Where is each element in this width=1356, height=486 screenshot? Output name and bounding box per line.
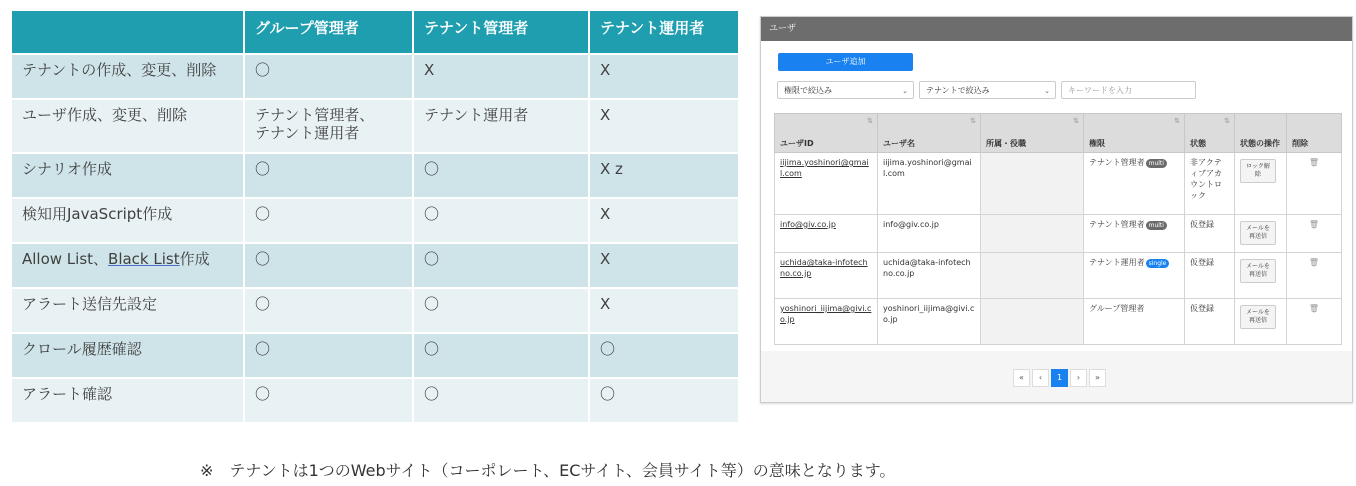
sort-icon[interactable]: ⇅ bbox=[1073, 117, 1079, 125]
role-cell: グループ管理者 bbox=[1084, 299, 1185, 345]
col-role[interactable]: ⇅ 権限 bbox=[1084, 114, 1185, 153]
user-id-cell bbox=[775, 299, 878, 345]
delete-cell bbox=[1287, 299, 1342, 345]
col-status-action: 状態の操作 bbox=[1235, 114, 1287, 153]
permission-cell: 〇 bbox=[413, 153, 589, 198]
label-part: 作成 bbox=[179, 250, 210, 268]
permission-label: アラート確認 bbox=[12, 378, 244, 422]
resend-mail-button[interactable]: メールを再送信 bbox=[1240, 221, 1276, 245]
user-id-link[interactable]: iijima.yoshinori@gmail.com bbox=[780, 158, 869, 178]
department-cell bbox=[981, 299, 1084, 345]
status-cell: 非アクティブアカウントロック bbox=[1185, 153, 1235, 215]
label-part: Allow List、 bbox=[22, 250, 109, 268]
table-row bbox=[775, 299, 1342, 345]
permission-cell: 〇 bbox=[244, 243, 413, 288]
permission-cell: 〇 bbox=[589, 378, 739, 422]
table-row bbox=[775, 215, 1342, 253]
permission-cell: 〇 bbox=[413, 378, 589, 422]
add-user-button[interactable]: ユーザ追加 bbox=[778, 53, 913, 71]
permission-cell: 〇 bbox=[413, 198, 589, 243]
permission-label: シナリオ作成 bbox=[12, 153, 244, 198]
permission-label: クロール履歴確認 bbox=[12, 333, 244, 378]
chevron-down-icon: ⌄ bbox=[1044, 87, 1050, 95]
role-cell: テナント管理者 multi bbox=[1084, 215, 1185, 253]
user-id-cell bbox=[775, 215, 878, 253]
permission-label: 検知用JavaScript作成 bbox=[12, 198, 244, 243]
user-name-cell: yoshinori_iijima@givi.co.jp bbox=[878, 299, 981, 345]
role-cell: テナント管理者 multi bbox=[1084, 153, 1185, 215]
permission-label: テナントの作成、変更、削除 bbox=[12, 54, 244, 99]
permission-cell: テナント運用者 bbox=[413, 99, 589, 153]
sort-icon[interactable]: ⇅ bbox=[1174, 117, 1180, 125]
permission-cell: X z bbox=[589, 153, 739, 198]
role-badge: single bbox=[1146, 259, 1170, 268]
permission-cell: X bbox=[589, 198, 739, 243]
user-table bbox=[774, 113, 1342, 345]
permission-label: アラート送信先設定 bbox=[12, 288, 244, 333]
col-status[interactable]: ⇅ 状態 bbox=[1185, 114, 1235, 153]
permission-cell: 〇 bbox=[244, 54, 413, 99]
permission-cell: X bbox=[413, 54, 589, 99]
status-cell: 仮登録 bbox=[1185, 253, 1235, 299]
permission-cell: 〇 bbox=[244, 198, 413, 243]
permission-row bbox=[12, 333, 739, 378]
next-page-button[interactable]: › bbox=[1070, 369, 1087, 387]
keyword-search-input[interactable]: キーワードを入力 bbox=[1061, 81, 1196, 99]
pagination bbox=[1013, 369, 1106, 387]
role-badge: multi bbox=[1146, 221, 1167, 230]
delete-cell bbox=[1287, 153, 1342, 215]
header-group-admin: グループ管理者 bbox=[244, 11, 413, 54]
sort-icon[interactable]: ⇅ bbox=[1224, 117, 1230, 125]
last-page-button[interactable]: » bbox=[1089, 369, 1106, 387]
status-action-cell bbox=[1235, 215, 1287, 253]
role-filter-value: 権限で絞込み bbox=[784, 86, 832, 95]
trash-icon[interactable]: 🗑 bbox=[1308, 258, 1320, 267]
col-delete: 削除 bbox=[1287, 114, 1342, 153]
unlock-button[interactable]: ロック解除 bbox=[1240, 159, 1276, 183]
permission-cell: X bbox=[589, 288, 739, 333]
user-table-header bbox=[775, 114, 1342, 153]
delete-cell bbox=[1287, 253, 1342, 299]
permission-header-row bbox=[12, 11, 739, 54]
user-id-cell bbox=[775, 253, 878, 299]
footnote: ※ テナントは1つのWebサイト（コーポレート、ECサイト、会員サイト等）の意味となります。 bbox=[200, 461, 896, 480]
permission-cell: X bbox=[589, 243, 739, 288]
user-id-link[interactable]: info@giv.co.jp bbox=[780, 220, 836, 229]
permission-cell: 〇 bbox=[244, 378, 413, 422]
permission-row bbox=[12, 153, 739, 198]
permission-matrix bbox=[12, 11, 740, 422]
tenant-filter-select[interactable] bbox=[919, 81, 1056, 99]
permission-cell: 〇 bbox=[413, 288, 589, 333]
permission-row bbox=[12, 99, 739, 153]
user-id-link[interactable]: uchida@taka-infotechno.co.jp bbox=[780, 258, 868, 278]
permission-cell: 〇 bbox=[244, 288, 413, 333]
permission-cell: テナント管理者、 テナント運用者 bbox=[244, 99, 413, 153]
resend-mail-button[interactable]: メールを再送信 bbox=[1240, 305, 1276, 329]
page-1-button[interactable]: 1 bbox=[1051, 369, 1068, 387]
table-row bbox=[775, 253, 1342, 299]
permission-row bbox=[12, 198, 739, 243]
sort-icon[interactable]: ⇅ bbox=[867, 117, 873, 125]
permission-cell: 〇 bbox=[244, 333, 413, 378]
status-action-cell bbox=[1235, 299, 1287, 345]
resend-mail-button[interactable]: メールを再送信 bbox=[1240, 259, 1276, 283]
label-part-underlined: Black List bbox=[108, 250, 180, 268]
first-page-button[interactable]: « bbox=[1013, 369, 1030, 387]
user-name-cell: iijima.yoshinori@gmail.com bbox=[878, 153, 981, 215]
user-management-window bbox=[760, 16, 1353, 403]
role-cell: テナント運用者 single bbox=[1084, 253, 1185, 299]
permission-row bbox=[12, 378, 739, 422]
trash-icon[interactable]: 🗑 bbox=[1308, 158, 1320, 167]
trash-icon[interactable]: 🗑 bbox=[1308, 304, 1320, 313]
status-cell: 仮登録 bbox=[1185, 299, 1235, 345]
user-panel bbox=[761, 41, 1352, 351]
role-filter-select[interactable] bbox=[777, 81, 914, 99]
department-cell bbox=[981, 215, 1084, 253]
permission-row bbox=[12, 243, 739, 288]
permission-cell: 〇 bbox=[244, 153, 413, 198]
status-cell: 仮登録 bbox=[1185, 215, 1235, 253]
delete-cell bbox=[1287, 215, 1342, 253]
user-name-cell: info@giv.co.jp bbox=[878, 215, 981, 253]
permission-row bbox=[12, 288, 739, 333]
role-badge: multi bbox=[1146, 159, 1167, 168]
col-user-id[interactable]: ⇅ ユーザID bbox=[775, 114, 878, 153]
col-department[interactable]: ⇅ 所属・役職 bbox=[981, 114, 1084, 153]
tenant-filter-value: テナントで絞込み bbox=[926, 86, 990, 95]
permission-label bbox=[12, 243, 244, 288]
status-action-cell bbox=[1235, 253, 1287, 299]
col-user-name[interactable]: ⇅ ユーザ名 bbox=[878, 114, 981, 153]
permission-cell: 〇 bbox=[413, 333, 589, 378]
department-cell bbox=[981, 253, 1084, 299]
user-id-cell bbox=[775, 153, 878, 215]
user-name-cell: uchida@taka-infotechno.co.jp bbox=[878, 253, 981, 299]
user-id-link[interactable]: yoshinori_iijima@givi.co.jp bbox=[780, 304, 872, 324]
permission-cell: 〇 bbox=[589, 333, 739, 378]
permission-cell: X bbox=[589, 99, 739, 153]
permission-cell: 〇 bbox=[413, 243, 589, 288]
window-title: ユーザ bbox=[761, 17, 1352, 41]
permission-cell: X bbox=[589, 54, 739, 99]
status-action-cell bbox=[1235, 153, 1287, 215]
chevron-down-icon: ⌄ bbox=[902, 87, 908, 95]
header-tenant-operator: テナント運用者 bbox=[589, 11, 739, 54]
permission-label: ユーザ作成、変更、削除 bbox=[12, 99, 244, 153]
department-cell bbox=[981, 153, 1084, 215]
permission-row bbox=[12, 54, 739, 99]
header-blank bbox=[12, 11, 244, 54]
table-row bbox=[775, 153, 1342, 215]
header-tenant-admin: テナント管理者 bbox=[413, 11, 589, 54]
prev-page-button[interactable]: ‹ bbox=[1032, 369, 1049, 387]
sort-icon[interactable]: ⇅ bbox=[970, 117, 976, 125]
trash-icon[interactable]: 🗑 bbox=[1308, 220, 1320, 229]
